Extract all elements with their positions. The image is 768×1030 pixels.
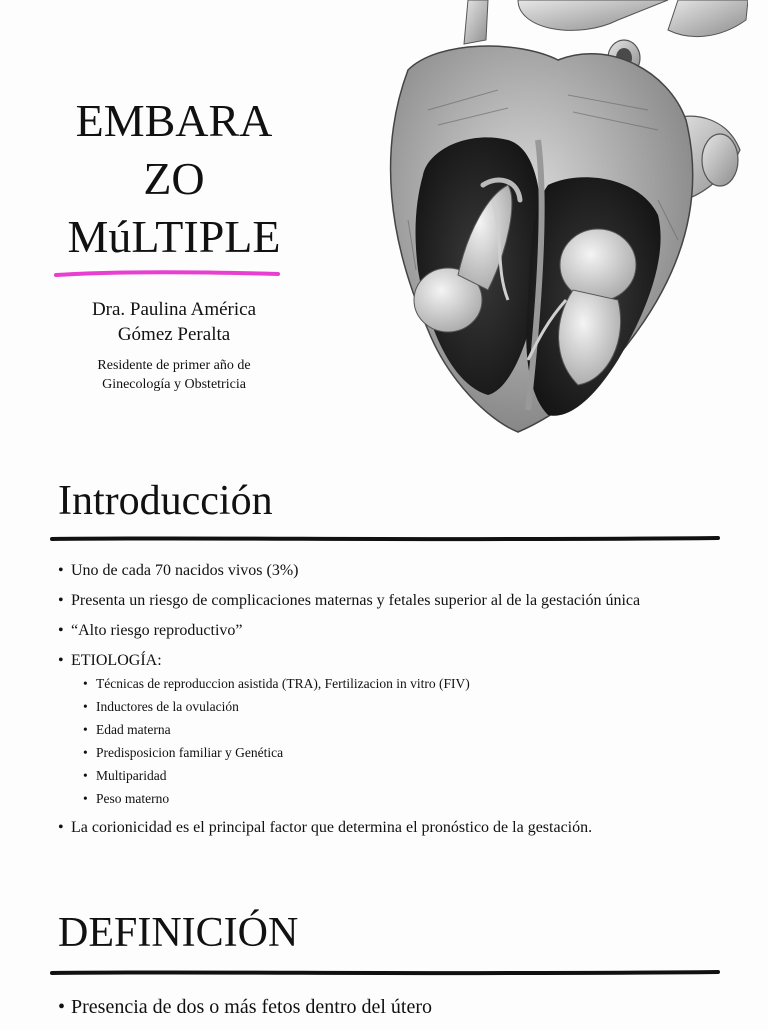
- list-item-etiologia: [58, 651, 748, 808]
- cover-slide: [0, 0, 768, 435]
- intro-heading: Introducción: [58, 478, 273, 524]
- author-name: [46, 297, 302, 347]
- author-line: Dra. Paulina América: [91, 299, 257, 320]
- sub-list-item: • Inductores de la ovulación: [83, 698, 748, 716]
- author-role: [46, 356, 302, 394]
- title-line: MúLTIPLE: [67, 211, 281, 262]
- sub-list-item: • Predisposicion familiar y Genética: [83, 744, 748, 762]
- role-line: Residente de primer año de: [97, 358, 251, 373]
- author-line: Gómez Peralta: [117, 324, 231, 345]
- list-item: • Presenta un riesgo de complicaciones maternas y fetales superior al de la gestación única: [58, 591, 748, 611]
- title-line: ZO: [143, 153, 205, 204]
- sub-list-item: • Multiparidad: [83, 767, 748, 785]
- etiologia-sublist: [83, 675, 748, 808]
- etiologia-label: ETIOLOGÍA:: [71, 652, 162, 669]
- sub-list-item: • Peso materno: [83, 790, 748, 808]
- definition-slide: [0, 870, 768, 1024]
- intro-bullet-list: [58, 561, 748, 848]
- intro-slide: [0, 440, 768, 860]
- role-line: Ginecología y Obstetricia: [102, 377, 246, 392]
- presentation-title: [46, 92, 302, 266]
- heading-rule: [50, 968, 720, 978]
- title-line: EMBARA: [75, 95, 273, 146]
- definition-heading: DEFINICIÓN: [58, 910, 299, 956]
- title-underline: [54, 268, 280, 280]
- list-item: • Uno de cada 70 nacidos vivos (3%): [58, 561, 748, 581]
- list-item: • Presencia de dos o más fetos dentro del útero: [58, 994, 748, 1020]
- sub-list-item: • Edad materna: [83, 721, 748, 739]
- list-item: • La corionicidad es el principal factor que determina el pronóstico de la gestación.: [58, 818, 748, 838]
- list-item: • “Alto riesgo reproductivo”: [58, 621, 748, 641]
- definition-bullet-list: [58, 994, 748, 1030]
- sub-list-item: • Técnicas de reproduccion asistida (TRA), Fertilizacion in vitro (FIV): [83, 675, 748, 693]
- heart-with-twin-fetuses-illustration: [368, 0, 748, 435]
- heading-rule: [50, 534, 720, 544]
